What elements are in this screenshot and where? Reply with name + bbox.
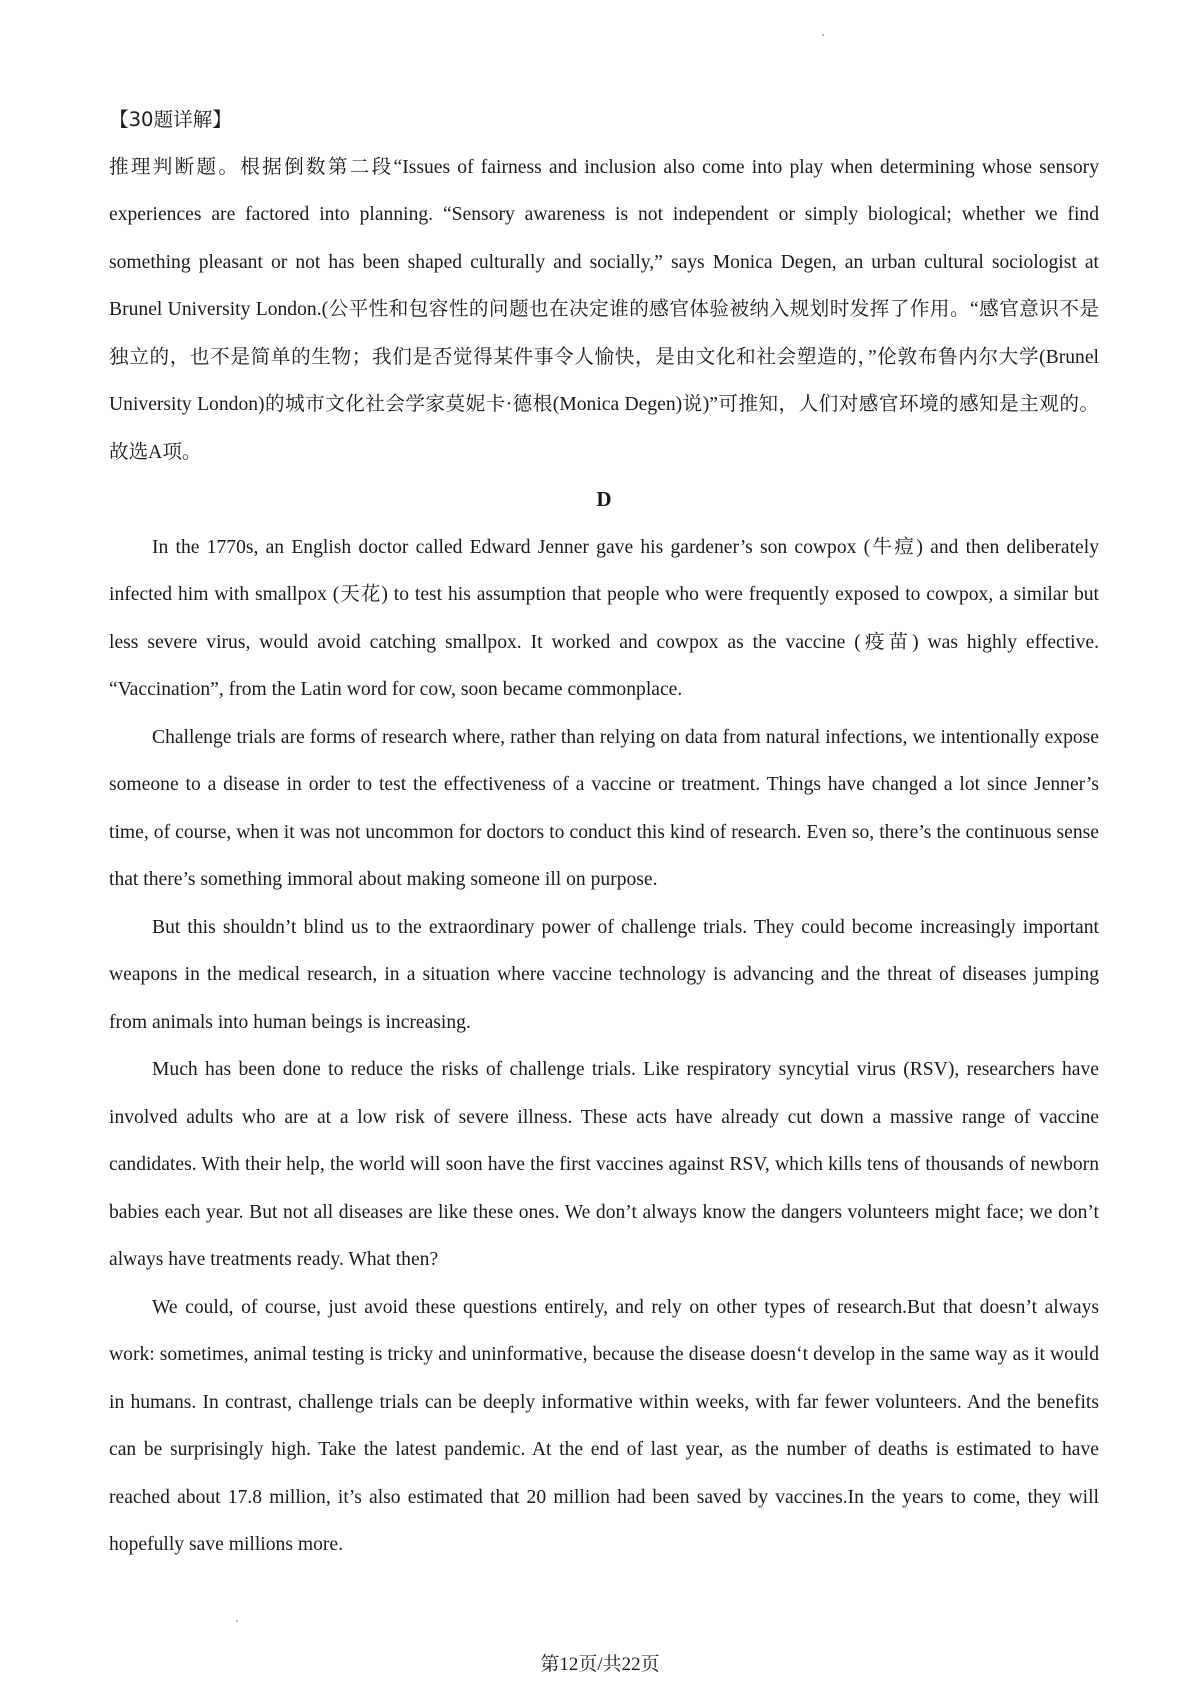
passage-section-letter: D: [596, 487, 612, 511]
scan-speck: [822, 34, 824, 36]
page-number: 第12页/共22页: [540, 1654, 660, 1675]
passage-paragraph: We could, of course, just avoid these questions entirely, and rely on other types of research.But that doesn’t always work: sometimes, animal testing is tricky and uninformative, because the disease doesn‘t develop in the same way as it would in humans. In contrast, challenge trials can be deeply informative within weeks, with far fewer volunteers. And the benefits can be surprisingly high. Take the latest pandemic. At the end of last year, as the number of deaths is estimated to have reached about 17.8 million, it’s also estimated that 20 million had been saved by vaccines.In the years to come, they will hopefully save millions more.: [109, 1296, 1099, 1555]
explanation-heading: 【30题详解】: [109, 108, 232, 131]
passage-paragraph: Much has been done to reduce the risks of challenge trials. Like respiratory syncytial virus (RSV), researchers have involved adults who are at a low risk of severe illness. These acts have already cut down a massive range of vaccine candidates. With their help, the world will soon have the first vaccines against RSV, which kills tens of thousands of newborn babies each year. But not all diseases are like these ones. We don’t always know the dangers volunteers might face; we don’t always have treatments ready. What then?: [109, 1059, 1099, 1270]
reading-passage: [109, 476, 1099, 1569]
passage-paragraph: Challenge trials are forms of research where, rather than relying on data from natural infections, we intentionally expose someone to a disease in order to test the effectiveness of a vaccine or treatment. Things have changed a lot since Jenner’s time, of course, when it was not uncommon for doctors to conduct this kind of research. Even so, there’s the continuous sense that there’s something immoral about making someone ill on purpose.: [109, 726, 1099, 890]
answer-explanation: [109, 96, 1099, 476]
page-content: [109, 96, 1099, 1569]
explanation-body: 推理判断题。根据倒数第二段“Issues of fairness and inclusion also come into play when determining whose sensory experiences are factored into planning. “Sensory awareness is not independent or simply biological; whether we find something pleasant or not has been shaped culturally and socially,” says Monica Degen, an urban cultural sociologist at Brunel University London.(公平性和包容性的问题也在决定谁的感官体验被纳入规划时发挥了作用。“感官意识不是独立的，也不是简单的生物；我们是否觉得某件事令人愉快，是由文化和社会塑造的，”伦敦布鲁内尔大学(Brunel University London)的城市文化社会学家莫妮卡·德根(Monica Degen)说)”可推知，人们对感官环境的感知是主观的。故选A项。: [109, 156, 1099, 463]
scan-speck: [236, 1620, 238, 1622]
passage-paragraph: But this shouldn’t blind us to the extraordinary power of challenge trials. They could become increasingly important weapons in the medical research, in a situation where vaccine technology is advancing and the threat of diseases jumping from animals into human beings is increasing.: [109, 916, 1099, 1033]
passage-paragraph: In the 1770s, an English doctor called Edward Jenner gave his gardener’s son cowpox (牛痘) and then deliberately infected him with smallpox (天花) to test his assumption that people who were frequently exposed to cowpox, a similar but less severe virus, would avoid catching smallpox. It worked and cowpox as the vaccine (疫苗) was highly effective. “Vaccination”, from the Latin word for cow, soon became commonplace.: [109, 536, 1099, 700]
page-footer: [0, 1653, 1200, 1677]
